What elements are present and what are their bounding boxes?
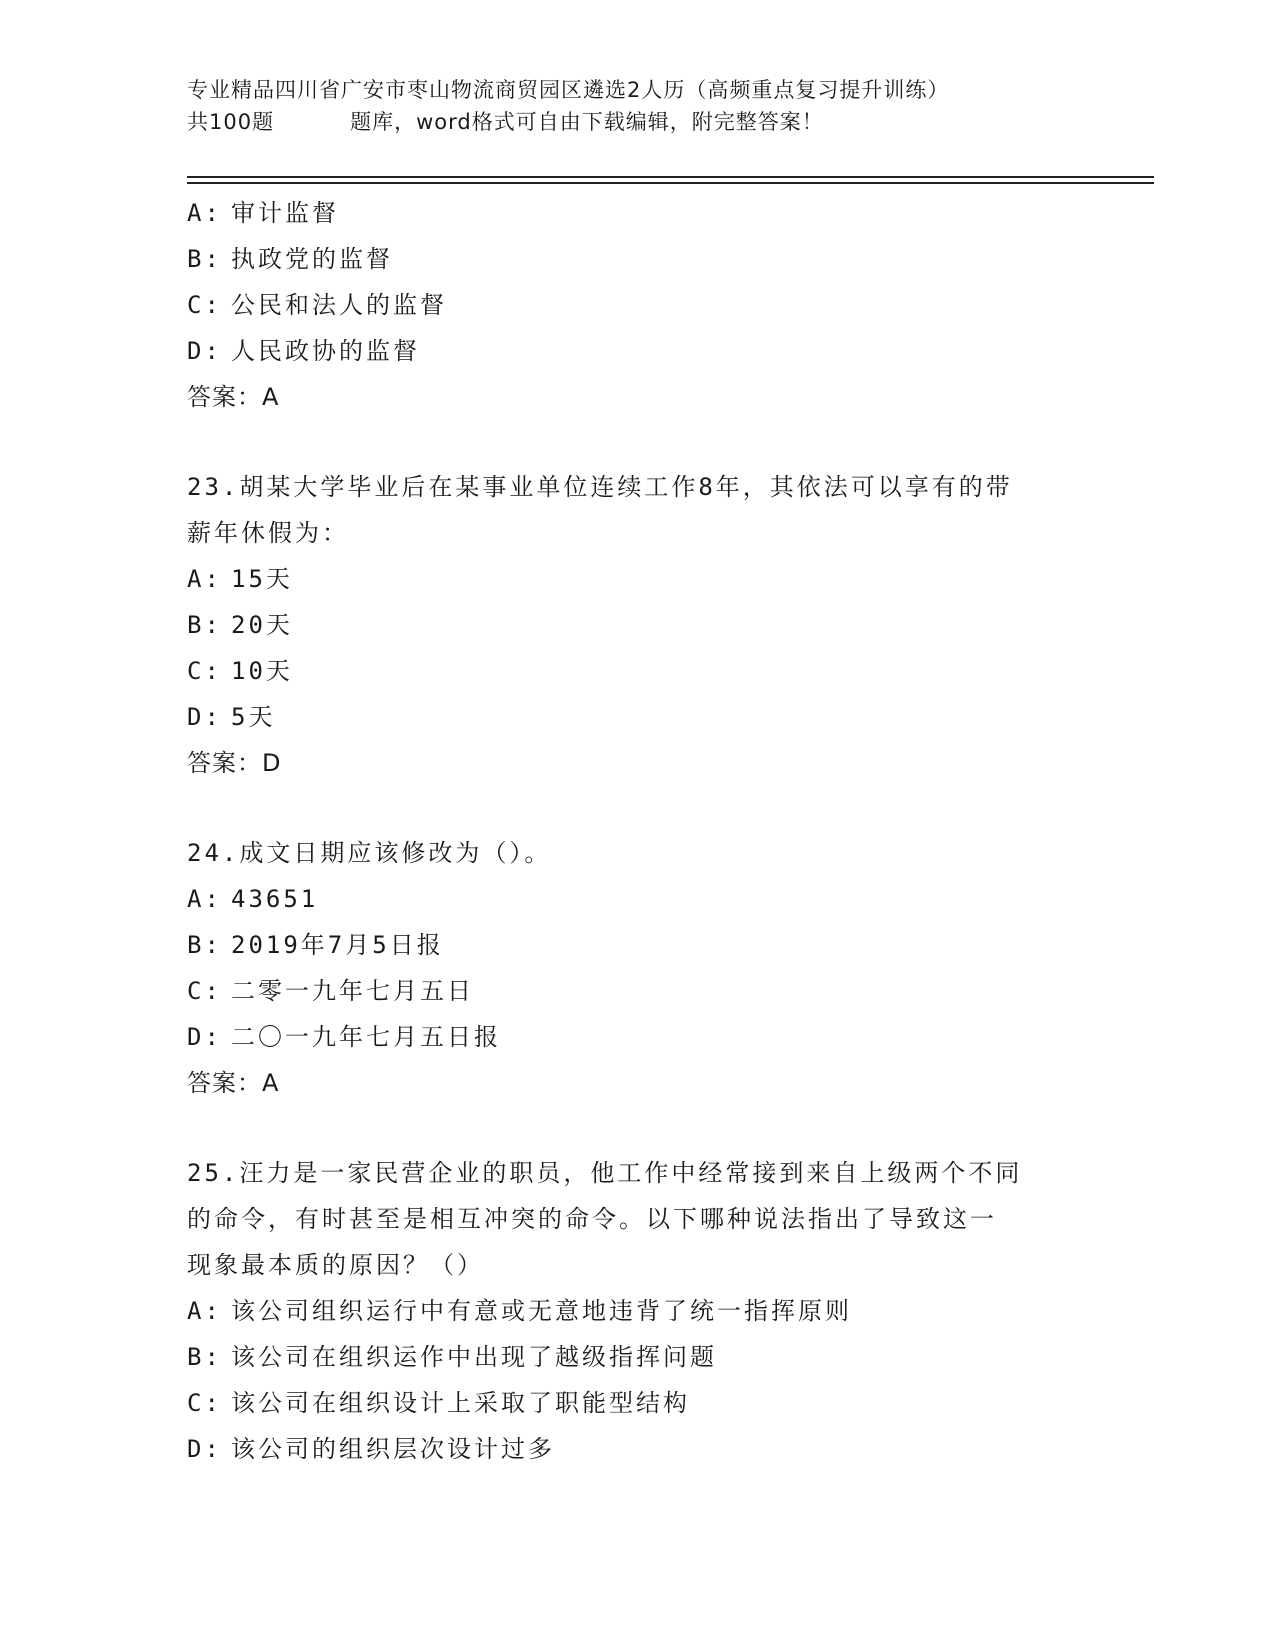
- option-a: A: 15天: [187, 565, 293, 593]
- answer-line: 答案：A: [187, 383, 280, 411]
- question-block-23: [187, 464, 1087, 786]
- option-d: D: 5天: [187, 703, 276, 731]
- option-b: B: 20天: [187, 611, 293, 639]
- option-a: A: 审计监督: [187, 199, 339, 227]
- option-d: D: 人民政协的监督: [187, 337, 420, 365]
- option-c: C: 公民和法人的监督: [187, 291, 447, 319]
- header-description: 题库，word格式可自由下载编辑，附完整答案！: [350, 110, 824, 134]
- document-header: [187, 74, 1087, 138]
- option-d: D: 该公司的组织层次设计过多: [187, 1435, 555, 1463]
- question-block-prev: [187, 190, 1087, 420]
- header-title: 专业精品四川省广安市枣山物流商贸园区遴选2人历（高频重点复习提升训练）: [187, 78, 950, 102]
- question-stem: 24.成文日期应该修改为（）。: [187, 839, 552, 867]
- option-b: B: 该公司在组织运作中出现了越级指挥问题: [187, 1343, 717, 1371]
- header-subtitle: [187, 106, 1087, 138]
- question-list: [187, 190, 1087, 1472]
- option-b: B: 执政党的监督: [187, 245, 393, 273]
- header-rule-bottom: [187, 182, 1154, 184]
- option-c: C: 二零一九年七月五日: [187, 977, 474, 1005]
- header-rule-top: [187, 176, 1154, 178]
- option-d: D: 二〇一九年七月五日报: [187, 1023, 501, 1051]
- question-block-25: [187, 1150, 1087, 1472]
- question-stem-cont: 薪年休假为：: [187, 519, 349, 547]
- option-a: A: 该公司组织运行中有意或无意地违背了统一指挥原则: [187, 1297, 852, 1325]
- answer-line: 答案：D: [187, 749, 282, 777]
- option-a: A: 43651: [187, 885, 319, 913]
- question-block-24: [187, 830, 1087, 1106]
- answer-line: 答案：A: [187, 1069, 280, 1097]
- option-c: C: 该公司在组织设计上采取了职能型结构: [187, 1389, 690, 1417]
- option-c: C: 10天: [187, 657, 293, 685]
- question-stem: 25.汪力是一家民营企业的职员，他工作中经常接到来自上级两个不同: [187, 1159, 1023, 1187]
- question-stem-cont: 现象最本质的原因？（）: [187, 1251, 484, 1279]
- option-b: B: 2019年7月5日报: [187, 931, 444, 959]
- header-question-count: 共100题: [187, 110, 275, 134]
- question-stem-cont: 的命令，有时甚至是相互冲突的命令。以下哪种说法指出了导致这一: [187, 1205, 997, 1233]
- question-stem: 23.胡某大学毕业后在某事业单位连续工作8年，其依法可以享有的带: [187, 473, 1013, 501]
